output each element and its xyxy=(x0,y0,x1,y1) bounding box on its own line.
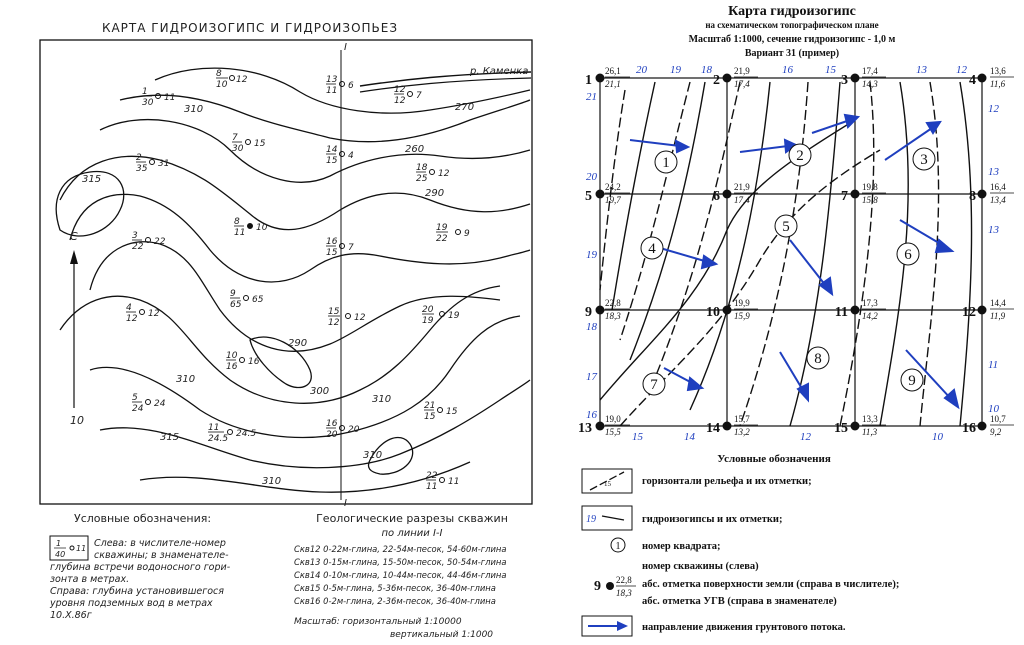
well-level: 65 xyxy=(252,295,264,305)
node-water-level: 17,4 xyxy=(734,195,750,205)
hydro-label: 10 xyxy=(932,431,943,443)
flow-arrow xyxy=(780,352,804,392)
flow-arrow xyxy=(660,248,708,262)
well-marker xyxy=(394,85,422,106)
well-number: 1 xyxy=(142,87,148,97)
well-marker xyxy=(226,351,260,372)
geological-sections xyxy=(294,512,508,640)
hydro-label: 17 xyxy=(586,371,597,383)
well-number: 21 xyxy=(424,401,436,411)
geo-subtitle: по линии I-I xyxy=(381,528,443,539)
well-level: 7 xyxy=(348,243,354,253)
contour-line xyxy=(90,242,500,351)
well-marker xyxy=(424,401,458,422)
node-water-level: 14,2 xyxy=(862,311,878,321)
well-marker xyxy=(326,419,360,440)
node-surface: 26,1 xyxy=(605,66,621,76)
flow-arrow xyxy=(790,240,826,286)
square-number: 8 xyxy=(814,351,822,367)
node-id: 11 xyxy=(834,305,848,320)
well-marker xyxy=(142,87,175,108)
legend-square-value: 1 xyxy=(615,541,621,552)
section-label-top: I xyxy=(344,42,347,53)
well-level: 6 xyxy=(348,81,354,91)
well-depth: 65 xyxy=(230,300,242,310)
well-marker xyxy=(132,393,166,414)
well-level: 20 xyxy=(348,425,360,435)
hydro-label: 21 xyxy=(586,91,597,103)
hydro-label: 18 xyxy=(701,64,712,76)
node-water-level: 13,2 xyxy=(734,427,750,437)
well-number: 19 xyxy=(436,223,448,233)
legend-text: абс. отметка УГВ (справа в знаменателе) xyxy=(642,596,837,607)
well-depth: 24 xyxy=(132,404,144,414)
right-hydro-map xyxy=(578,4,1014,636)
hydro-label: 12 xyxy=(988,103,999,115)
hydro-label: 11 xyxy=(988,359,999,371)
square-number: 3 xyxy=(920,152,928,168)
well-depth: 10 xyxy=(216,80,228,90)
hydro-label: 13 xyxy=(988,224,999,236)
legend-symbol-denom: 40 xyxy=(55,550,66,559)
legend-text: Слева: в числителе-номер xyxy=(94,538,226,549)
well-number: 2 xyxy=(136,153,142,163)
well-level: 24 xyxy=(154,399,166,409)
well-number: 16 xyxy=(326,237,338,247)
well-number: 10 xyxy=(226,351,238,361)
contour-label: 310 xyxy=(262,476,282,487)
node-surface: 17,3 xyxy=(862,298,878,308)
node-water-level: 15,9 xyxy=(734,311,750,321)
right-map-title: Карта гидроизогипс xyxy=(728,4,856,19)
node-surface: 21,9 xyxy=(734,66,750,76)
contour-label: 315 xyxy=(160,432,180,443)
well-number: 18 xyxy=(416,163,428,173)
well-level: 15 xyxy=(254,139,266,149)
node-water-level: 17,4 xyxy=(734,79,750,89)
well-marker xyxy=(426,471,459,492)
well-level: 22 xyxy=(154,237,166,247)
well-depth: 24.5 xyxy=(208,434,229,444)
hydro-label: 20 xyxy=(586,171,597,183)
node-surface: 15,7 xyxy=(734,414,750,424)
node-surface: 22,8 xyxy=(605,298,621,308)
hydro-label: 12 xyxy=(800,431,811,443)
legend-text: скважины; в знаменателе- xyxy=(94,550,229,561)
node-id: 10 xyxy=(706,305,720,320)
well-depth: 16 xyxy=(226,362,238,372)
hydro-label: 16 xyxy=(782,64,793,76)
well-level: 12 xyxy=(354,313,366,323)
well-number: 13 xyxy=(326,75,338,85)
contour-line xyxy=(100,120,530,183)
well-marker xyxy=(436,223,470,244)
contour-label: 300 xyxy=(310,386,330,397)
well-marker xyxy=(326,237,354,258)
contour-line xyxy=(60,156,530,229)
legend-text: абс. отметка поверхности земли (справа в числителе); xyxy=(642,579,900,590)
left-wells xyxy=(126,69,470,492)
right-map-variant: Вариант 31 (пример) xyxy=(744,48,840,59)
geo-row: Скв15 0-5м-глина, 5-36м-песок, 36-40м-глина xyxy=(294,583,496,593)
node-id: 9 xyxy=(585,305,592,320)
well-number: 9 xyxy=(230,289,236,299)
relief-contour xyxy=(840,82,874,426)
node-id: 3 xyxy=(841,73,848,88)
hydro-label: 14 xyxy=(684,431,695,443)
well-depth: 11 xyxy=(326,86,338,96)
legend-text: гидроизогипсы и их отметки; xyxy=(642,514,783,525)
contour-label: 310 xyxy=(176,374,196,385)
well-level: 12 xyxy=(236,75,248,85)
node-id: 12 xyxy=(962,305,976,320)
well-depth: 22 xyxy=(132,242,144,252)
well-depth: 11 xyxy=(426,482,438,492)
legend-text: глубина встречи водоносного гори- xyxy=(50,562,231,573)
legend-text: 10.X.86г xyxy=(50,610,92,621)
river-line-bank xyxy=(360,78,531,92)
well-number: 3 xyxy=(132,231,138,241)
well-marker xyxy=(234,217,268,238)
node-surface: 10,7 xyxy=(990,414,1006,424)
well-depth: 30 xyxy=(142,98,154,108)
node-surface: 19,0 xyxy=(605,414,621,424)
flow-arrow xyxy=(740,146,788,152)
hydro-label: 16 xyxy=(586,409,597,421)
well-number: 5 xyxy=(132,393,138,403)
square-number: 9 xyxy=(908,373,916,389)
well-level: 12 xyxy=(148,309,160,319)
node-water-level: 11,9 xyxy=(990,311,1006,321)
well-depth: 12 xyxy=(126,314,138,324)
well-depth: 30 xyxy=(232,144,244,154)
well-node xyxy=(962,414,1014,437)
node-id: 4 xyxy=(969,73,976,88)
well-marker xyxy=(328,307,366,328)
right-map-subtitle: на схематическом топографическом плане xyxy=(705,20,879,30)
geo-title: Геологические разрезы скважин xyxy=(316,512,508,525)
node-id: 8 xyxy=(969,189,976,204)
right-map-scale: Масштаб 1:1000, сечение гидроизогипс - 1,0 м xyxy=(688,34,896,45)
contour-label: 290 xyxy=(425,188,445,199)
node-id: 15 xyxy=(834,421,848,436)
node-surface: 16,4 xyxy=(990,182,1006,192)
legend-well-bottom: 18,3 xyxy=(616,588,632,598)
legend-text: номер квадрата; xyxy=(642,541,721,552)
legend-text: направление движения грунтового потока. xyxy=(642,622,846,633)
well-number: 12 xyxy=(394,85,406,95)
node-water-level: 11,3 xyxy=(862,427,878,437)
well-level: 11 xyxy=(164,93,176,103)
geo-row: Скв12 0-22м-глина, 22-54м-песок, 54-60м-глина xyxy=(294,544,507,554)
node-water-level: 18,3 xyxy=(605,311,621,321)
hydro-label: 19 xyxy=(670,64,681,76)
contour-line xyxy=(90,316,520,437)
well-level: 16 xyxy=(248,357,260,367)
well-number: 20 xyxy=(422,305,434,315)
well-number: 22 xyxy=(426,471,438,481)
well-level: 10 xyxy=(256,223,268,233)
node-water-level: 14,3 xyxy=(862,79,878,89)
well-level: 12 xyxy=(438,169,450,179)
hydro-label: 13 xyxy=(916,64,927,76)
legend-symbol-num: 1 xyxy=(56,539,62,548)
well-level: 15 xyxy=(446,407,458,417)
well-marker xyxy=(416,163,450,184)
river-label: р. Каменка xyxy=(470,66,529,77)
hydroisohypse xyxy=(630,82,705,360)
node-surface: 14,4 xyxy=(990,298,1006,308)
well-node xyxy=(969,66,1014,89)
well-marker xyxy=(326,75,354,96)
square-number: 7 xyxy=(650,377,658,393)
legend-text: Справа: глубина установившегося xyxy=(50,586,224,597)
hydro-label: 19 xyxy=(586,249,597,261)
well-number: 4 xyxy=(126,303,132,313)
well-number: 7 xyxy=(232,133,238,143)
section-label-bottom: I xyxy=(344,498,347,509)
contour-line xyxy=(140,462,470,492)
node-id: 2 xyxy=(713,73,720,88)
node-surface: 13,3 xyxy=(862,414,878,424)
legend-relief-value: 15 xyxy=(604,480,611,488)
north-arrow-head xyxy=(70,250,78,264)
north-label: С xyxy=(70,230,78,243)
right-legend xyxy=(582,453,899,636)
node-id: 7 xyxy=(841,189,848,204)
contour-label: 290 xyxy=(288,338,308,349)
well-level: 31 xyxy=(158,159,170,169)
legend-text: горизонтали рельефа и их отметки; xyxy=(642,476,812,487)
contour-label: 315 xyxy=(82,174,102,185)
geo-scale: вертикальный 1:1000 xyxy=(390,630,494,640)
well-level: 7 xyxy=(416,91,422,101)
hydro-label: 20 xyxy=(636,64,647,76)
legend-text: уровня подземных вод в метрах xyxy=(50,598,213,609)
well-level: 4 xyxy=(348,151,354,161)
legend-well-dot xyxy=(606,582,614,590)
well-level: 19 xyxy=(448,311,460,321)
well-marker xyxy=(326,145,354,166)
legend-well-top: 22,8 xyxy=(616,575,632,585)
well-depth: 15 xyxy=(326,156,338,166)
legend-well-id: 9 xyxy=(594,579,601,594)
geo-scale: Масштаб: горизонтальный 1:10000 xyxy=(294,617,462,627)
flow-arrow xyxy=(630,140,680,146)
well-depth: 19 xyxy=(422,316,434,326)
hydroisohypse xyxy=(960,82,972,426)
hydro-label: 12 xyxy=(956,64,967,76)
left-hydro-map xyxy=(40,21,532,640)
square-number: 5 xyxy=(782,219,790,235)
node-water-level: 13,4 xyxy=(990,195,1006,205)
relief-contour xyxy=(740,82,808,426)
well-number: 8 xyxy=(216,69,222,79)
well-marker xyxy=(136,153,169,174)
well-number: 15 xyxy=(328,307,340,317)
well-marker xyxy=(232,133,266,154)
well-number: 16 xyxy=(326,419,338,429)
north-value: 10 xyxy=(70,414,84,427)
node-id: 6 xyxy=(713,189,720,204)
geo-row: Скв14 0-10м-глина, 10-44м-песок, 44-46м-глина xyxy=(294,570,507,580)
geo-row: Скв13 0-15м-глина, 15-50м-песок, 50-54м-глина xyxy=(294,557,507,567)
node-id: 1 xyxy=(585,73,592,88)
well-level: 24.5 xyxy=(236,429,257,439)
node-surface: 21,9 xyxy=(734,182,750,192)
hydro-label: 15 xyxy=(825,64,836,76)
well-depth: 12 xyxy=(328,318,340,328)
contour-line xyxy=(70,194,530,282)
node-id: 5 xyxy=(585,189,592,204)
well-number: 11 xyxy=(208,423,220,433)
node-id: 16 xyxy=(962,421,976,436)
contour-label: 310 xyxy=(363,450,383,461)
well-depth: 25 xyxy=(416,174,428,184)
left-contours xyxy=(56,68,530,492)
square-number: 1 xyxy=(662,155,670,171)
node-surface: 13,6 xyxy=(990,66,1006,76)
node-water-level: 15,8 xyxy=(862,195,878,205)
hydro-label: 18 xyxy=(586,321,597,333)
contour-label: 310 xyxy=(372,394,392,405)
left-map-title: КАРТА ГИДРОИЗОГИПС И ГИДРОИЗОПЬЕЗ xyxy=(101,21,399,35)
left-legend-heading: Условные обозначения: xyxy=(74,512,212,525)
well-number: 8 xyxy=(234,217,240,227)
hydro-label: 13 xyxy=(988,166,999,178)
hydroisohypse xyxy=(690,82,770,410)
relief-contour xyxy=(620,82,690,340)
well-depth: 15 xyxy=(424,412,436,422)
well-level: 9 xyxy=(464,229,470,239)
node-water-level: 19,7 xyxy=(605,195,621,205)
well-depth: 35 xyxy=(136,164,148,174)
contour-label: 260 xyxy=(405,144,425,155)
node-surface: 19,9 xyxy=(734,298,750,308)
node-id: 14 xyxy=(706,421,720,436)
node-id: 13 xyxy=(578,421,592,436)
square-number: 2 xyxy=(796,148,804,164)
well-depth: 22 xyxy=(436,234,448,244)
square-number: 6 xyxy=(904,247,912,263)
node-surface: 17,4 xyxy=(862,66,878,76)
well-depth: 12 xyxy=(394,96,406,106)
well-node xyxy=(969,182,1014,205)
legend-hydro-value: 19 xyxy=(586,514,596,525)
well-number: 14 xyxy=(326,145,338,155)
right-legend-heading: Условные обозначения xyxy=(717,453,831,465)
legend-symbol-value: 11 xyxy=(76,544,87,553)
contour-label: 270 xyxy=(455,102,475,113)
square-number: 4 xyxy=(648,241,656,257)
node-water-level: 21,1 xyxy=(605,79,621,89)
hydro-label: 10 xyxy=(988,403,999,415)
node-water-level: 11,6 xyxy=(990,79,1006,89)
node-surface: 19,8 xyxy=(862,182,878,192)
hydro-label: 15 xyxy=(632,431,643,443)
node-surface: 24,2 xyxy=(605,182,621,192)
geo-row: Скв16 0-2м-глина, 2-36м-песок, 36-40м-глина xyxy=(294,596,496,606)
node-water-level: 9,2 xyxy=(990,427,1002,437)
well-marker xyxy=(422,305,460,326)
well-marker xyxy=(230,289,264,310)
well-marker xyxy=(216,69,248,90)
legend-text: номер скважины (слева) xyxy=(642,561,759,572)
well-level: 11 xyxy=(448,477,460,487)
well-depth: 15 xyxy=(326,248,338,258)
node-water-level: 15,5 xyxy=(605,427,621,437)
well-depth: 20 xyxy=(326,430,338,440)
legend-text: зонта в метрах. xyxy=(50,574,130,585)
contour-label: 310 xyxy=(184,104,204,115)
left-legend xyxy=(49,512,231,621)
well-depth: 11 xyxy=(234,228,246,238)
